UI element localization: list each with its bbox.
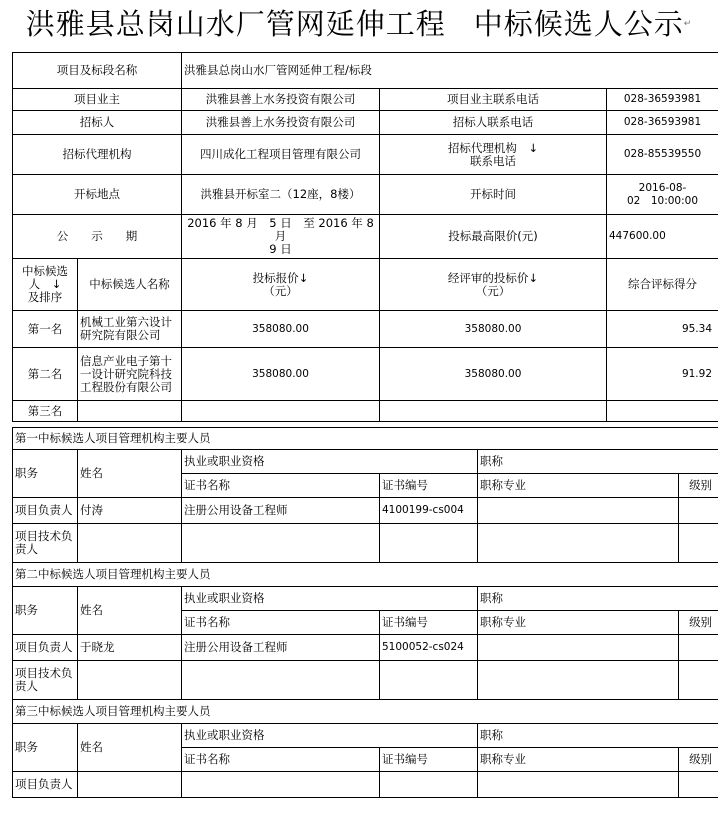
duty-header: 职务 bbox=[13, 724, 78, 772]
candidate-rank: 第三名 bbox=[13, 401, 78, 422]
rank-header-line2: 人 ↓ bbox=[28, 277, 62, 291]
cert-name-header: 证书名称 bbox=[182, 474, 380, 498]
bid-header-line1: 投标报价↓ bbox=[252, 270, 309, 285]
venue-label: 开标地点 bbox=[13, 175, 182, 215]
reviewed-header-line1: 经评审的投标价↓ bbox=[447, 270, 539, 285]
project-label: 项目及标段名称 bbox=[13, 53, 182, 89]
candidate-reviewed: 358080.00 bbox=[380, 311, 607, 348]
reviewed-header bbox=[380, 259, 607, 311]
score-header: 综合评标得分 bbox=[607, 259, 718, 311]
title-header: 职称 bbox=[478, 450, 718, 474]
section-heading: 第二中标候选人项目管理机构主要人员 bbox=[13, 563, 718, 587]
bid-header bbox=[182, 259, 380, 311]
paragraph-mark-icon: ↵ bbox=[683, 19, 693, 29]
rank-header-line1: 中标候选 bbox=[22, 264, 68, 278]
tenderer-label: 招标人 bbox=[13, 111, 182, 135]
staff-cert-name bbox=[182, 524, 380, 563]
staff-cert-name: 注册公用设备工程师 bbox=[182, 498, 380, 524]
staff-major bbox=[478, 772, 679, 798]
bid-header-line2: （元） bbox=[263, 283, 298, 298]
staff-cert-name bbox=[182, 772, 380, 798]
staff-name: 付涛 bbox=[78, 498, 182, 524]
agent-phone-label-line1: 招标代理机构 ↓ bbox=[447, 140, 539, 155]
qual-header: 执业或职业资格 bbox=[182, 450, 478, 474]
staff-name bbox=[78, 772, 182, 798]
staff-cert-no bbox=[380, 772, 478, 798]
candidate-name-header: 中标候选人名称 bbox=[78, 259, 182, 311]
section-heading: 第三中标候选人项目管理机构主要人员 bbox=[13, 700, 718, 724]
candidate-reviewed bbox=[380, 401, 607, 422]
staff-table bbox=[12, 427, 718, 798]
staff-row bbox=[13, 524, 718, 563]
staff-major bbox=[478, 635, 679, 661]
candidate-score: 91.92 bbox=[607, 348, 718, 401]
tenderer-value: 洪雅县善上水务投资有限公司 bbox=[182, 111, 380, 135]
qual-header: 执业或职业资格 bbox=[182, 724, 478, 748]
title-notice: 中标候选人公示 bbox=[473, 7, 684, 41]
staff-major bbox=[478, 661, 679, 700]
period-label: 公 示 期 bbox=[13, 215, 182, 259]
owner-phone-label: 项目业主联系电话 bbox=[380, 89, 607, 111]
staff-major bbox=[478, 498, 679, 524]
staff-major bbox=[478, 524, 679, 563]
period-line1: 2016 年 8 月 5 日 至 2016 年 8 月 bbox=[187, 216, 374, 243]
staff-cert-no bbox=[380, 524, 478, 563]
staff-section-3 bbox=[13, 700, 718, 798]
candidate-score bbox=[607, 401, 718, 422]
candidate-bid: 358080.00 bbox=[182, 311, 380, 348]
open-time-clock: 02 10:00:00 bbox=[626, 194, 699, 207]
major-header: 职称专业 bbox=[478, 474, 679, 498]
project-value: 洪雅县总岗山水厂管网延伸工程/标段 bbox=[182, 53, 718, 89]
candidate-row bbox=[13, 401, 718, 422]
staff-row bbox=[13, 661, 718, 700]
candidate-bid: 358080.00 bbox=[182, 348, 380, 401]
staff-level bbox=[679, 772, 718, 798]
staff-duty: 项目技术负责人 bbox=[13, 524, 78, 563]
tenderer-phone: 028-36593981 bbox=[607, 111, 718, 135]
staff-name: 于晓龙 bbox=[78, 635, 182, 661]
tenderer-phone-label: 招标人联系电话 bbox=[380, 111, 607, 135]
candidate-score: 95.34 bbox=[607, 311, 718, 348]
agent-phone-label-line2: 联系电话 bbox=[470, 153, 516, 168]
name-header: 姓名 bbox=[78, 450, 182, 498]
max-price-label: 投标最高限价(元) bbox=[380, 215, 607, 259]
candidate-row bbox=[13, 348, 718, 401]
info-table bbox=[12, 52, 718, 422]
candidate-reviewed: 358080.00 bbox=[380, 348, 607, 401]
cert-no-header: 证书编号 bbox=[380, 748, 478, 772]
staff-cert-no bbox=[380, 661, 478, 700]
candidate-rank: 第一名 bbox=[13, 311, 78, 348]
staff-level bbox=[679, 635, 718, 661]
title-header: 职称 bbox=[478, 724, 718, 748]
section-heading: 第一中标候选人项目管理机构主要人员 bbox=[13, 428, 718, 450]
owner-phone: 028-36593981 bbox=[607, 89, 718, 111]
name-header: 姓名 bbox=[78, 587, 182, 635]
level-header: 级别 bbox=[679, 748, 718, 772]
staff-duty: 项目负责人 bbox=[13, 772, 78, 798]
owner-value: 洪雅县善上水务投资有限公司 bbox=[182, 89, 380, 111]
staff-row bbox=[13, 498, 718, 524]
staff-row bbox=[13, 772, 718, 798]
staff-cert-name: 注册公用设备工程师 bbox=[182, 635, 380, 661]
level-header: 级别 bbox=[679, 611, 718, 635]
staff-section-1 bbox=[13, 428, 718, 563]
max-price: 447600.00 bbox=[607, 215, 718, 259]
staff-row bbox=[13, 635, 718, 661]
staff-level bbox=[679, 661, 718, 700]
open-time bbox=[607, 175, 718, 215]
candidate-row bbox=[13, 311, 718, 348]
page-title bbox=[0, 2, 718, 46]
duty-header: 职务 bbox=[13, 587, 78, 635]
staff-section-2 bbox=[13, 563, 718, 700]
staff-cert-no: 5100052-cs024 bbox=[380, 635, 478, 661]
candidate-name: 机械工业第六设计研究院有限公司 bbox=[78, 311, 182, 348]
agent-label: 招标代理机构 bbox=[13, 135, 182, 175]
staff-name bbox=[78, 661, 182, 700]
candidate-name: 信息产业电子第十一设计研究院科技工程股份有限公司 bbox=[78, 348, 182, 401]
level-header: 级别 bbox=[679, 474, 718, 498]
staff-duty: 项目负责人 bbox=[13, 635, 78, 661]
period-line2: 9 日 bbox=[269, 242, 292, 256]
reviewed-header-line2: （元） bbox=[475, 283, 511, 298]
owner-label: 项目业主 bbox=[13, 89, 182, 111]
agent-phone: 028-85539550 bbox=[607, 135, 718, 175]
staff-duty: 项目技术负责人 bbox=[13, 661, 78, 700]
candidate-name bbox=[78, 401, 182, 422]
staff-cert-no: 4100199-cs004 bbox=[380, 498, 478, 524]
staff-name bbox=[78, 524, 182, 563]
staff-duty: 项目负责人 bbox=[13, 498, 78, 524]
staff-level bbox=[679, 524, 718, 563]
title-header: 职称 bbox=[478, 587, 718, 611]
rank-header bbox=[13, 259, 78, 311]
duty-header: 职务 bbox=[13, 450, 78, 498]
title-project: 洪雅县总岗山水厂管网延伸工程 bbox=[25, 7, 446, 41]
venue-value: 洪雅县开标室二（12座，8楼） bbox=[182, 175, 380, 215]
period-value bbox=[182, 215, 380, 259]
agent-value: 四川成化工程项目管理有限公司 bbox=[182, 135, 380, 175]
cert-name-header: 证书名称 bbox=[182, 748, 380, 772]
staff-cert-name bbox=[182, 661, 380, 700]
name-header: 姓名 bbox=[78, 724, 182, 772]
cert-no-header: 证书编号 bbox=[380, 474, 478, 498]
agent-phone-label bbox=[380, 135, 607, 175]
open-time-date: 2016-08- bbox=[638, 181, 687, 194]
staff-level bbox=[679, 498, 718, 524]
cert-no-header: 证书编号 bbox=[380, 611, 478, 635]
open-time-label: 开标时间 bbox=[380, 175, 607, 215]
candidate-rank: 第二名 bbox=[13, 348, 78, 401]
qual-header: 执业或职业资格 bbox=[182, 587, 478, 611]
major-header: 职称专业 bbox=[478, 611, 679, 635]
rank-header-line3: 及排序 bbox=[27, 290, 63, 304]
cert-name-header: 证书名称 bbox=[182, 611, 380, 635]
major-header: 职称专业 bbox=[478, 748, 679, 772]
candidate-bid bbox=[182, 401, 380, 422]
